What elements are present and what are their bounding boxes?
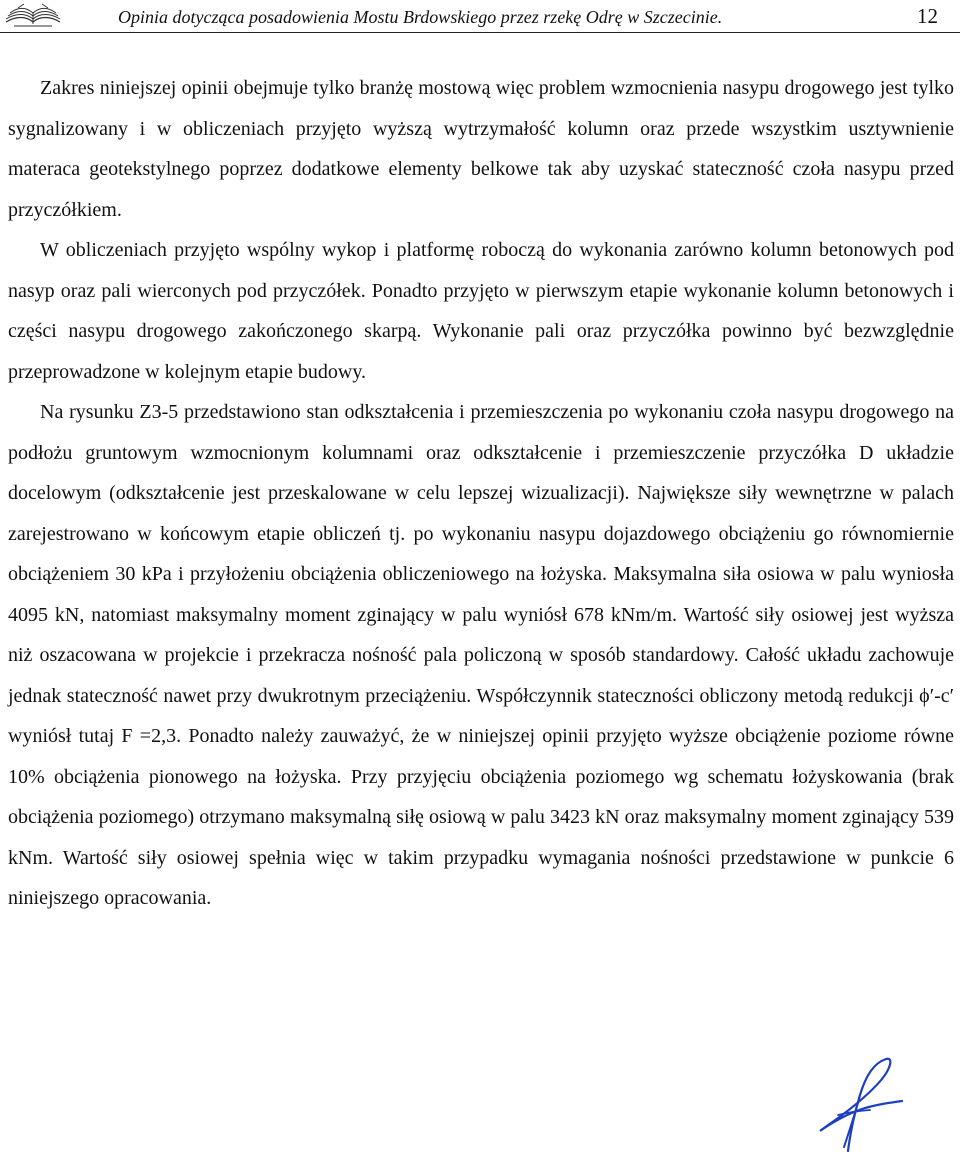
handwritten-signature-icon xyxy=(790,1055,910,1155)
paragraph-excavation: W obliczeniach przyjęto wspólny wykop i platformę roboczą do wykonania zarówno kolumn betonowych pod nasyp oraz pali wierconych pod przyczółek. Ponadto przyjęto w pierwszym etapie wykonanie kolumn betonowych i części nasypu drogowego zakończonego skarpą. Wykonanie pali oraz przyczółka powinno być bezwzględnie przeprowadzone w kolejnym etapie budowy. xyxy=(8,239,954,383)
header-divider xyxy=(0,32,960,33)
open-book-logo-icon xyxy=(4,2,62,30)
header-title: Opinia dotycząca posadowienia Mostu Brdowskiego przez rzekę Odrę w Szczecinie. xyxy=(118,7,723,27)
paragraph-results: Na rysunku Z3-5 przedstawiono stan odkształcenia i przemieszczenia po wykonaniu czoła nasypu drogowego na podłożu gruntowym wzmocnionym kolumnami oraz odkształcenie i przemieszczenie przyczółka D układzie docelowym (odkształcenie jest przeskalowane w celu lepszej wizualizacji). Największe siły wewnętrzne w palach zarejestrowano w końcowym etapie obliczeń tj. po wykonaniu nasypu dojazdowego obciążeniu go równomiernie obciążeniem 30 kPa i przyłożeniu obciążenia obliczeniowego na łożyska. Maksymalna siła osiowa w palu wyniosła 4095 kN, natomiast maksymalny moment zginający w palu wyniósł 678 kNm/m. Wartość siły osiowej jest wyższa niż oszacowana w projekcie i przekracza nośność pala policzoną w sposób standardowy. Całość układu zachowuje jednak stateczność nawet przy dwukrotnym przeciążeniu. Współczynnik stateczności obliczony metodą redukcji ϕ′-c′ wyniósł tutaj F =2,3. Ponadto należy zauważyć, że w niniejszej opinii przyjęto wyższe obciążenie poziome równe 10% obciążenia pionowego na łożyska. Przy przyjęciu obciążenia poziomego wg schematu łożyskowania (brak obciążenia poziomego) otrzymano maksymalną siłę osiową w palu 3423 kN oraz maksymalny moment zginający 539 kNm. Wartość siły osiowej spełnia więc w takim przypadku wymagania nośności przedstawione w punkcie 6 niniejszego opracowania. xyxy=(8,401,954,909)
page-header xyxy=(0,0,960,36)
document-body xyxy=(8,68,954,919)
paragraph-scope: Zakres niniejszej opinii obejmuje tylko branżę mostową więc problem wzmocnienia nasypu drogowego jest tylko sygnalizowany i w obliczeniach przyjęto wyższą wytrzymałość kolumn oraz przede wszystkim usztywnienie materaca geotekstylnego poprzez dodatkowe elementy belkowe tak aby uzyskać stateczność czoła nasypu przed przyczółkiem. xyxy=(8,77,954,221)
page-number: 12 xyxy=(917,4,938,28)
